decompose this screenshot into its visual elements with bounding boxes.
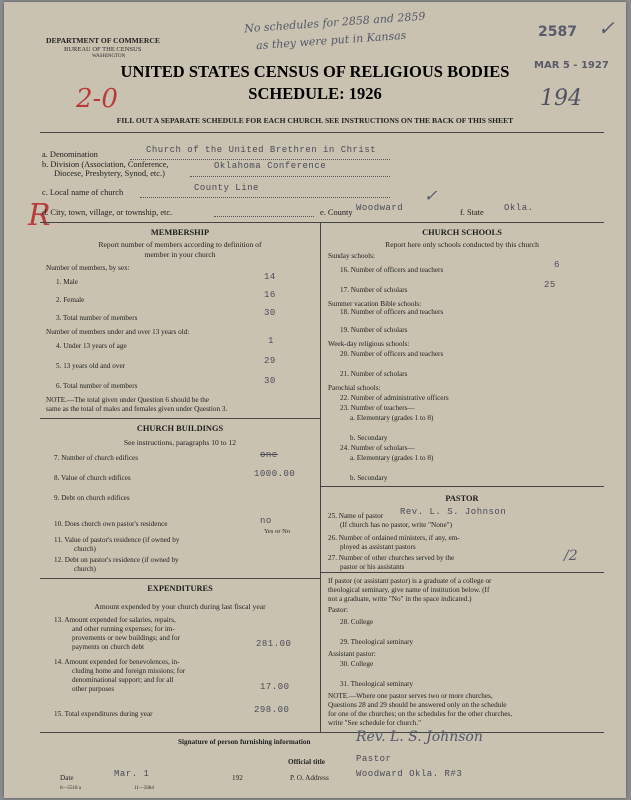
- q30-label: 30. College: [340, 660, 374, 668]
- membership-instruction1: Report number of members according to definition of: [98, 240, 262, 249]
- male-value[interactable]: 14: [264, 272, 276, 282]
- q27-mark: /2: [564, 548, 578, 564]
- handwritten-number: 194: [540, 86, 582, 111]
- instructions: FILL OUT A SEPARATE SCHEDULE FOR EACH CHURCH. SEE INSTRUCTIONS ON THE BACK OF THIS SHEET: [116, 116, 514, 125]
- print-code: 11—5684: [134, 786, 154, 791]
- benevolences-label4: other purposes: [72, 685, 115, 693]
- q19-label: 19. Number of scholars: [340, 326, 408, 334]
- state-label: f. State: [460, 208, 484, 217]
- red-handwritten-mark: 2-0: [76, 84, 118, 114]
- over13-label: 5. 13 years old and over: [56, 362, 126, 370]
- residence-value-label: 11. Value of pastor's residence (if owned by: [54, 536, 180, 544]
- membership-heading: MEMBERSHIP: [150, 228, 210, 237]
- sunday-schools-label: Sunday schools:: [328, 252, 375, 260]
- date-label: Date: [60, 774, 74, 782]
- q23-label: 23. Number of teachers—: [340, 404, 415, 412]
- q24-label: 24. Number of scholars—: [340, 444, 415, 452]
- parochial-schools-label: Parochial schools:: [328, 384, 381, 392]
- official-title-label: Official title: [288, 758, 325, 766]
- pastor-sub-label: Pastor:: [328, 606, 348, 614]
- q27-label: 27. Number of other churches served by the: [328, 554, 455, 562]
- q18-label: 18. Number of officers and teachers: [340, 308, 444, 316]
- denomination-label: a. Denomination: [42, 150, 98, 159]
- q24a-label: a. Elementary (grades 1 to 8): [350, 454, 434, 462]
- q29-label: 29. Theological seminary: [340, 638, 414, 646]
- q24b-label: b. Secondary: [350, 474, 388, 482]
- weekday-schools-label: Week-day religious schools:: [328, 340, 410, 348]
- handwritten-note-line2: as they were put in Kansas: [255, 28, 407, 53]
- members-by-age-label: Number of members under and over 13 years old:: [46, 328, 190, 336]
- date-stamp: MAR 5 - 1927: [534, 60, 609, 71]
- benevolences-label2: cluding home and foreign missions; for: [72, 667, 186, 675]
- benevolences-value[interactable]: 17.00: [260, 682, 290, 692]
- total-expenditures-value[interactable]: 298.00: [254, 705, 290, 715]
- total-members-value[interactable]: 30: [264, 308, 276, 318]
- po-address-value[interactable]: Woodward Okla. R#3: [356, 769, 463, 779]
- graduate-note1: If pastor (or assistant pastor) is a graduate of a college or: [328, 577, 492, 585]
- division-label2: Diocese, Presbytery, Synod, etc.): [54, 169, 165, 178]
- under13-label: 4. Under 13 years of age: [56, 342, 127, 350]
- form-subtitle: SCHEDULE: 1926: [248, 84, 382, 103]
- pastor-heading: PASTOR: [445, 494, 479, 503]
- q22-label: 22. Number of administrative officers: [340, 394, 449, 402]
- denomination-value[interactable]: Church of the United Brethren in Christ: [146, 145, 377, 155]
- assistant-pastor-label: Assistant pastor:: [328, 650, 376, 658]
- file-number-stamp: 2587: [538, 24, 577, 40]
- female-value[interactable]: 16: [264, 290, 276, 300]
- signature-label: Signature of person furnishing information: [178, 738, 311, 746]
- state-value[interactable]: Okla.: [504, 203, 534, 213]
- division-label: b. Division (Association, Conference,: [42, 160, 169, 169]
- benevolences-label3: denominational support; and for all: [72, 676, 174, 684]
- pastor-note1: NOTE.—Where one pastor serves two or more churches,: [328, 692, 493, 700]
- division-value[interactable]: Oklahoma Conference: [214, 161, 327, 171]
- q21-label: 21. Number of scholars: [340, 370, 408, 378]
- residence-value-label2: church): [74, 545, 96, 553]
- total-members-label: 3. Total number of members: [56, 314, 138, 322]
- under13-value[interactable]: 1: [268, 336, 274, 346]
- total6-label: 6. Total number of members: [56, 382, 138, 390]
- buildings-instruction: See instructions, paragraphs 10 to 12: [123, 438, 237, 447]
- membership-instruction2: member in your church: [144, 250, 216, 259]
- q28-label: 28. College: [340, 618, 374, 626]
- q17-value[interactable]: 25: [544, 280, 556, 290]
- q23a-label: a. Elementary (grades 1 to 8): [350, 414, 434, 422]
- pastor-residence-value[interactable]: no: [260, 516, 272, 526]
- salaries-label1: 13. Amount expended for salaries, repairs,: [54, 616, 176, 624]
- yes-or-no-hint: Yes or No: [264, 528, 291, 535]
- red-r-mark: R: [28, 198, 51, 233]
- total-expenditures-label: 15. Total expenditures during year: [54, 710, 153, 718]
- expenditures-heading: EXPENDITURES: [147, 584, 213, 593]
- date-value[interactable]: Mar. 1: [114, 769, 150, 779]
- male-label: 1. Male: [56, 278, 78, 286]
- check-mark: ✓: [598, 16, 615, 40]
- residence-debt-label2: church): [74, 565, 96, 573]
- graduate-note3: not a graduate, write "No" in the space indicated.): [328, 595, 472, 603]
- q16-label: 16. Number of officers and teachers: [340, 266, 444, 274]
- location: WASHINGTON: [92, 54, 126, 59]
- vacation-schools-label: Summer vacation Bible schools:: [328, 300, 422, 308]
- bureau-name: BUREAU OF THE CENSUS: [64, 46, 142, 53]
- form-title: UNITED STATES CENSUS OF RELIGIOUS BODIES: [120, 62, 510, 81]
- pastor-note4: write "See schedule for church.": [328, 719, 422, 727]
- local-name-value[interactable]: County Line: [194, 183, 259, 193]
- membership-note2: same as the total of males and females given under Question 3.: [46, 405, 228, 413]
- members-by-sex-label: Number of members, by sex:: [46, 264, 130, 272]
- county-check: ✓: [424, 186, 438, 205]
- schools-heading: CHURCH SCHOOLS: [422, 228, 502, 237]
- edifice-value-label: 8. Value of church edifices: [54, 474, 131, 482]
- q25-label: 25. Name of pastor: [328, 512, 384, 520]
- schools-instruction: Report here only schools conducted by this church: [385, 240, 539, 249]
- official-title-value[interactable]: Pastor: [356, 754, 392, 764]
- salaries-label3: provements or new buildings; and for: [72, 634, 180, 642]
- expenditures-instruction: Amount expended by your church during last fiscal year: [94, 602, 266, 611]
- census-form: [4, 2, 626, 798]
- salaries-value[interactable]: 281.00: [256, 639, 292, 649]
- q20-label: 20. Number of officers and teachers: [340, 350, 444, 358]
- signature-value[interactable]: Rev. L. S. Johnson: [356, 729, 483, 745]
- edifices-value[interactable]: one: [260, 450, 278, 460]
- pastor-name-value[interactable]: Rev. L. S. Johnson: [400, 507, 507, 517]
- city-label: d. City, town, village, or township, etc.: [42, 208, 173, 217]
- membership-note1: NOTE.—The total given under Question 6 should be the: [46, 396, 210, 404]
- female-label: 2. Female: [56, 296, 85, 304]
- salaries-label4: payments on church debt: [72, 643, 145, 651]
- q25-hint: (If church has no pastor, write "None"): [340, 521, 452, 529]
- total6-value[interactable]: 30: [264, 376, 276, 386]
- buildings-heading: CHURCH BUILDINGS: [136, 424, 224, 433]
- q17-label: 17. Number of scholars: [340, 286, 408, 294]
- salaries-label2: and other running expenses; for im-: [72, 625, 175, 633]
- year-label: 192: [232, 774, 243, 782]
- po-address-label: P. O. Address: [290, 774, 329, 782]
- handwritten-note-line1: No schedules for 2858 and 2859: [243, 9, 426, 36]
- q26-label2: ployed as assistant pastors: [340, 543, 416, 551]
- q27-label2: pastor or his assistants: [340, 563, 405, 571]
- local-name-label: c. Local name of church: [42, 188, 124, 197]
- pastor-note3: for one of the churches; on the schedules for the other churches,: [328, 710, 513, 718]
- form-code: 6—5518 a: [60, 786, 81, 791]
- county-label: e. County: [320, 208, 353, 217]
- pastor-note2: Questions 28 and 29 should be answered only on the schedule: [328, 701, 507, 709]
- q16-value[interactable]: 6: [554, 260, 560, 270]
- over13-value[interactable]: 29: [264, 356, 276, 366]
- county-value[interactable]: Woodward: [356, 203, 404, 213]
- department-name: DEPARTMENT OF COMMERCE: [46, 36, 160, 45]
- edifice-value-amount[interactable]: 1000.00: [254, 469, 296, 479]
- benevolences-label1: 14. Amount expended for benevolences, in-: [54, 658, 180, 666]
- graduate-note2: theological seminary, give name of institution below. (If: [328, 586, 490, 594]
- edifices-label: 7. Number of church edifices: [54, 454, 139, 462]
- q23b-label: b. Secondary: [350, 434, 388, 442]
- pastor-residence-label: 10. Does church own pastor's residence: [54, 520, 168, 528]
- q26-label: 26. Number of ordained ministers, if any, em-: [328, 534, 460, 542]
- debt-edifices-label: 9. Debt on church edifices: [54, 494, 130, 502]
- residence-debt-label: 12. Debt on pastor's residence (if owned by: [54, 556, 179, 564]
- q31-label: 31. Theological seminary: [340, 680, 414, 688]
